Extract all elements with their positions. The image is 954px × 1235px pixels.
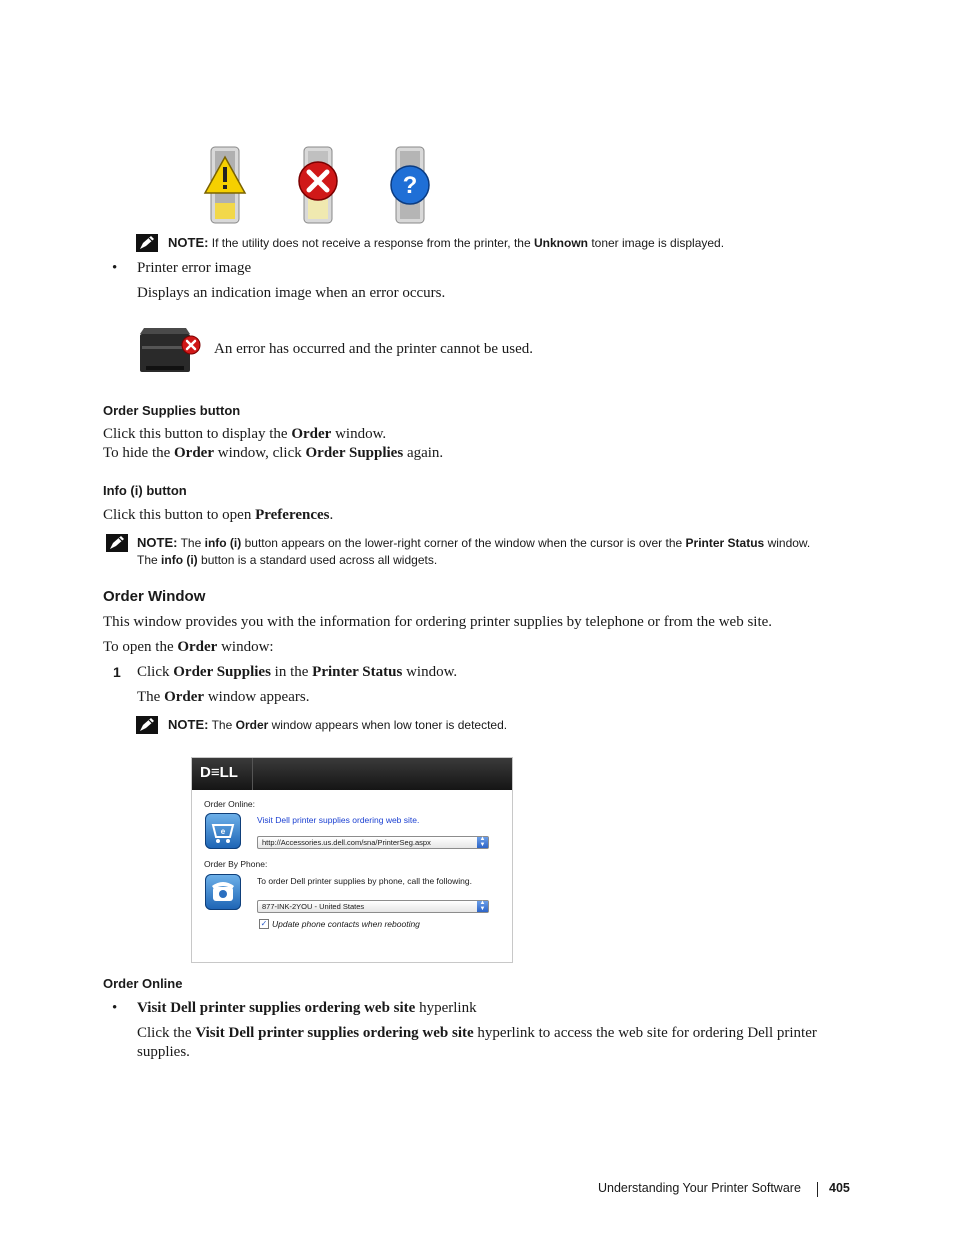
text: To hide the bbox=[103, 445, 171, 461]
text: The bbox=[137, 689, 161, 705]
note-info-button bbox=[137, 534, 810, 569]
order-website-link[interactable]: Visit Dell printer supplies ordering web site. bbox=[257, 815, 420, 825]
text-bold: Order bbox=[291, 426, 332, 442]
dialog-header bbox=[192, 758, 512, 790]
text-bold: Preferences bbox=[255, 507, 330, 523]
note-unknown-toner bbox=[168, 234, 724, 252]
note-text: window appears when low toner is detected. bbox=[271, 718, 508, 732]
text: hyperlink to access the web site for ordering Dell printer bbox=[477, 1025, 817, 1041]
info-button-line1 bbox=[103, 506, 333, 525]
order-supplies-heading: Order Supplies button bbox=[103, 403, 241, 418]
info-button-heading: Info (i) button bbox=[103, 483, 187, 498]
url-select[interactable] bbox=[257, 836, 489, 849]
note-text: button appears on the lower-right corner of the window when the cursor is over the bbox=[244, 536, 683, 550]
note-text: The bbox=[211, 718, 233, 732]
svg-text:?: ? bbox=[402, 172, 418, 199]
text: Click this button to display the bbox=[103, 426, 288, 442]
order-window-heading: Order Window bbox=[103, 588, 206, 605]
text: window, click bbox=[217, 445, 302, 461]
note-pencil-icon bbox=[136, 234, 158, 252]
text: window. bbox=[335, 426, 387, 442]
text: window: bbox=[221, 639, 274, 655]
shopping-cart-icon[interactable] bbox=[205, 813, 241, 849]
note-text: If the utility does not receive a response from the printer, the bbox=[211, 236, 531, 250]
text: To open the bbox=[103, 639, 174, 655]
bullet-printer-error-image: Printer error image bbox=[137, 260, 252, 276]
step-result bbox=[137, 688, 309, 707]
step-text bbox=[137, 663, 457, 682]
footer-divider bbox=[817, 1182, 818, 1197]
text-bold: Order bbox=[164, 689, 205, 705]
text-bold: Visit Dell printer supplies ordering web site bbox=[195, 1025, 474, 1041]
svg-text:e: e bbox=[220, 827, 226, 836]
chevron-updown-icon: ▲ ▼ bbox=[477, 901, 488, 912]
text: Click bbox=[137, 664, 170, 680]
warning-toner-icon bbox=[203, 145, 247, 225]
note-pencil-icon bbox=[136, 716, 158, 734]
bullet-description: Displays an indication image when an error occurs. bbox=[137, 285, 446, 301]
note-keyword: info (i) bbox=[161, 553, 198, 567]
text: again. bbox=[406, 445, 444, 461]
error-toner-icon bbox=[296, 145, 340, 225]
update-contacts-checkbox[interactable]: ✓ bbox=[260, 919, 268, 928]
printer-error-icon bbox=[136, 322, 202, 378]
order-dialog bbox=[191, 757, 513, 963]
note-keyword: Printer Status bbox=[685, 536, 765, 550]
telephone-icon[interactable] bbox=[205, 874, 241, 910]
order-supplies-line2 bbox=[103, 444, 443, 463]
text: window. bbox=[406, 664, 458, 680]
text-bold: Printer Status bbox=[312, 664, 403, 680]
note-text: The bbox=[137, 553, 158, 567]
update-contacts-label: Update phone contacts when rebooting bbox=[272, 919, 420, 929]
phone-select[interactable] bbox=[257, 900, 489, 913]
note-low-toner bbox=[168, 716, 507, 734]
page-number: 405 bbox=[829, 1181, 850, 1195]
order-online-heading: Order Online bbox=[103, 976, 183, 991]
text-bold: Order Supplies bbox=[305, 445, 404, 461]
note-label: NOTE: bbox=[168, 717, 209, 732]
text: in the bbox=[274, 664, 309, 680]
note-keyword: Unknown bbox=[533, 236, 588, 250]
bullet-marker: • bbox=[112, 260, 118, 276]
note-text: window. bbox=[767, 536, 811, 550]
text-bold: Visit Dell printer supplies ordering web site bbox=[137, 1000, 416, 1016]
phone-instructions: To order Dell printer supplies by phone, call the following. bbox=[257, 876, 472, 886]
note-text: The bbox=[180, 536, 202, 550]
order-supplies-line1 bbox=[103, 425, 386, 444]
text-bold: Order Supplies bbox=[173, 664, 271, 680]
bullet-marker: • bbox=[112, 1000, 118, 1016]
order-online-bullet bbox=[137, 999, 477, 1018]
phone-select-value: 877-INK-2YOU - United States bbox=[262, 902, 365, 911]
note-keyword: Order bbox=[235, 718, 269, 732]
order-window-open bbox=[103, 638, 274, 657]
text: Click the bbox=[137, 1025, 192, 1041]
order-online-description bbox=[137, 1024, 817, 1043]
note-label: NOTE: bbox=[168, 235, 209, 250]
text: . bbox=[329, 507, 334, 523]
url-select-value: http://Accessories.us.dell.com/sna/PrinterSeg.aspx bbox=[262, 838, 431, 847]
step-number: 1 bbox=[113, 664, 121, 680]
text-bold: Order bbox=[174, 445, 214, 461]
dell-logo: D≡LL bbox=[200, 764, 238, 781]
order-by-phone-label: Order By Phone: bbox=[204, 859, 268, 869]
footer-section-title: Understanding Your Printer Software bbox=[598, 1181, 801, 1195]
note-text: toner image is displayed. bbox=[591, 236, 725, 250]
text: Click this button to open bbox=[103, 507, 252, 523]
printer-error-caption: An error has occurred and the printer cannot be used. bbox=[214, 341, 534, 357]
note-label: NOTE: bbox=[137, 535, 178, 550]
order-window-intro: This window provides you with the information for ordering printer supplies by telephone or from the web site. bbox=[103, 614, 773, 630]
note-text: button is a standard used across all widgets. bbox=[201, 553, 438, 567]
unknown-toner-icon bbox=[388, 145, 432, 225]
chevron-updown-icon: ▲ ▼ bbox=[477, 837, 488, 848]
note-pencil-icon bbox=[106, 534, 128, 552]
order-online-label: Order Online: bbox=[204, 799, 256, 809]
note-keyword: info (i) bbox=[204, 536, 242, 550]
text: hyperlink bbox=[419, 1000, 477, 1016]
order-online-description-cont: supplies. bbox=[137, 1044, 190, 1060]
text-bold: Order bbox=[177, 639, 218, 655]
text: window appears. bbox=[207, 689, 310, 705]
